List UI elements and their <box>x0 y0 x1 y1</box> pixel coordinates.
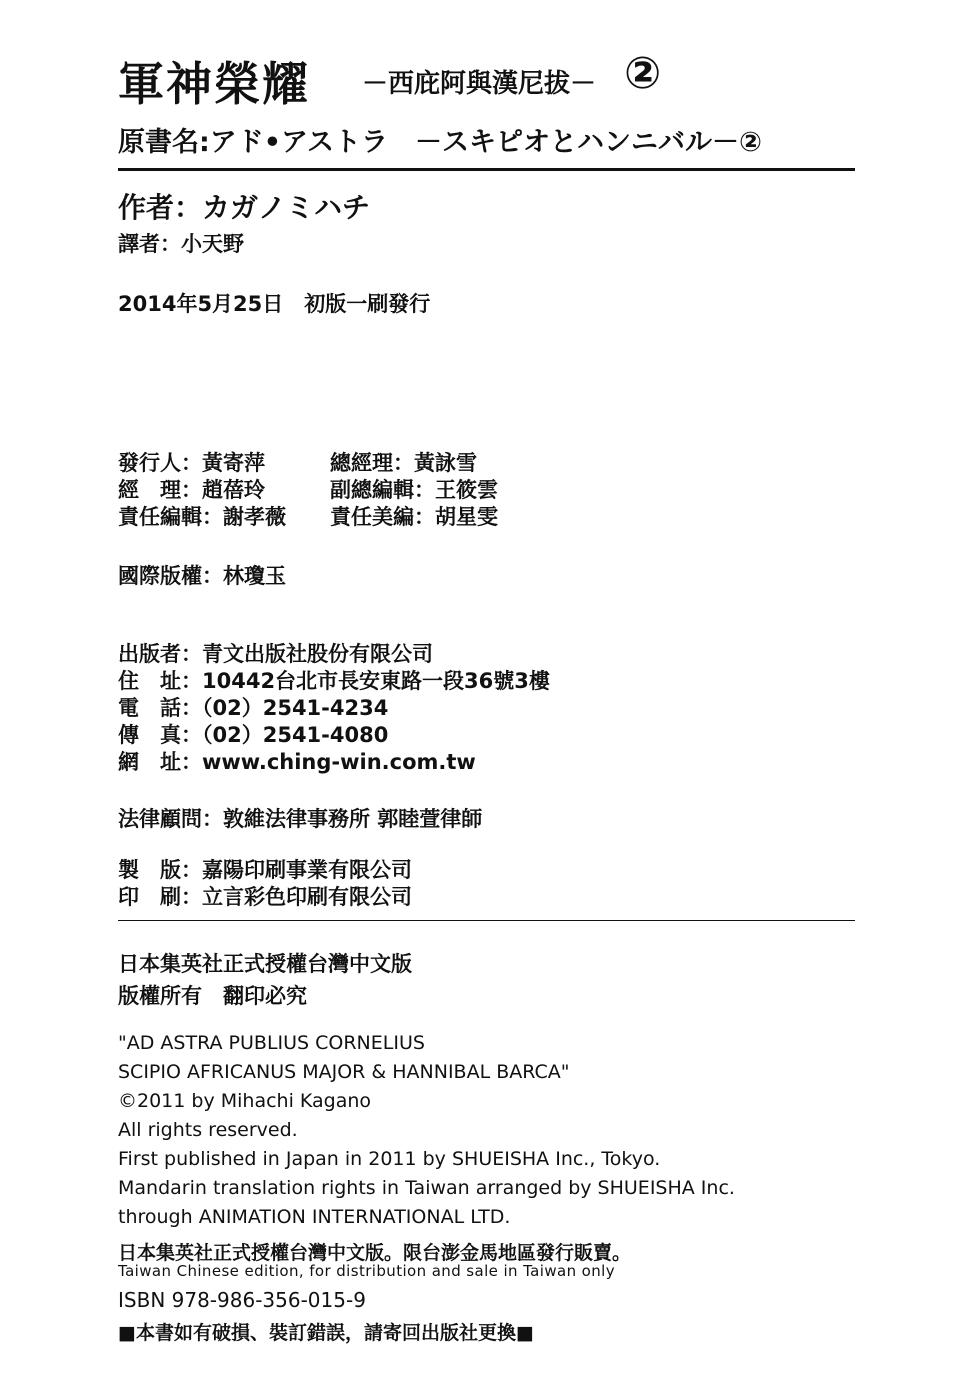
distribution-zh: 日本集英社正式授權台灣中文版。限台澎金馬地區發行販賣。 <box>118 1242 632 1264</box>
staff-row: 發行人：黃寄萍 總經理：黃詠雪 <box>118 451 477 475</box>
platemaking: 製 版：嘉陽印刷事業有限公司 <box>118 858 412 882</box>
isbn: ISBN 978-986-356-015-9 <box>118 1288 366 1312</box>
publisher-website: 網 址：www.ching-win.com.tw <box>118 750 476 774</box>
rights-manager: 國際版權：林瓊玉 <box>118 564 286 588</box>
damage-notice: ■本書如有破損、裝訂錯誤，請寄回出版社更換■ <box>118 1322 534 1344</box>
distribution-en: Taiwan Chinese edition, for distribution and sale in Taiwan only <box>118 1262 616 1280</box>
publisher-address: 住 址：10442台北市長安東路一段36號3樓 <box>118 669 550 693</box>
original-title: 原書名:アド•アストラ －スキピオとハンニバル－② <box>118 127 762 158</box>
license-block <box>118 948 412 1012</box>
license-line: 日本集英社正式授權台灣中文版 <box>118 951 412 976</box>
printer: 印 刷：立言彩色印刷有限公司 <box>118 885 412 909</box>
copyright-warning: 版權所有 翻印必究 <box>118 983 307 1008</box>
publisher-name: 出版者：青文出版社股份有限公司 <box>118 642 433 666</box>
divider-top <box>118 168 855 171</box>
book-title: 軍神榮耀 <box>118 57 310 111</box>
legal-counsel: 法律顧問：敦維法律事務所 郭睦萱律師 <box>118 807 483 831</box>
publisher-info <box>118 641 550 776</box>
publish-date: 2014年5月25日 初版一刷發行 <box>118 292 431 316</box>
staff-row: 責任編輯：謝孝薇 責任美編：胡星雯 <box>118 505 498 529</box>
author: 作者：カガノミハチ <box>118 191 371 224</box>
copyright-english: "AD ASTRA PUBLIUS CORNELIUS SCIPIO AFRICANUS MAJOR & HANNIBAL BARCA" ©2011 by Mihachi Kagano All rights reserved. First published in Japan in 2011 by SHUEISHA Inc., Tokyo. Mandarin translation rights in Taiwan arranged by SHUEISHA Inc. through ANIMATION INTERNATIONAL LTD. <box>118 1032 735 1228</box>
translator: 譯者：小天野 <box>118 232 244 256</box>
publisher-fax: 傳 真：（02）2541-4080 <box>118 723 389 747</box>
volume-number: ② <box>624 48 662 99</box>
staff-row: 經 理：趙蓓玲 副總編輯：王筱雲 <box>118 478 498 502</box>
printing-info <box>118 857 412 911</box>
publisher-phone: 電 話：（02）2541-4234 <box>118 696 389 720</box>
divider-bottom <box>118 920 855 921</box>
staff-list <box>118 450 498 531</box>
book-subtitle: －西庇阿與漢尼拔－ <box>362 69 597 99</box>
